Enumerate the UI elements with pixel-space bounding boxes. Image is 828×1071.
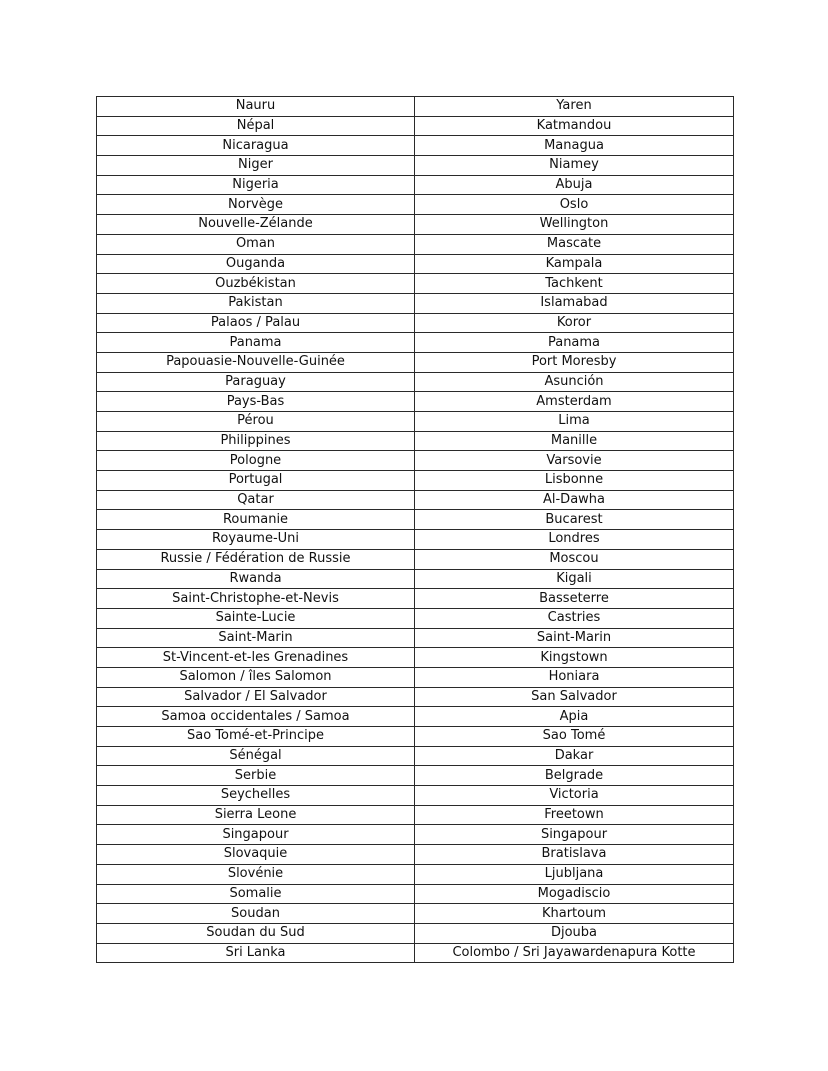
capital-cell: Bucarest — [415, 510, 734, 530]
capital-cell: Colombo / Sri Jayawardenapura Kotte — [415, 943, 734, 963]
country-cell: Soudan — [97, 904, 415, 924]
table-row — [97, 175, 734, 195]
capital-cell: Panama — [415, 333, 734, 353]
capital-cell: Bratislava — [415, 845, 734, 865]
capital-cell: Al-Dawha — [415, 490, 734, 510]
table-row — [97, 628, 734, 648]
table-body — [97, 97, 734, 963]
table-row — [97, 293, 734, 313]
country-cell: Portugal — [97, 471, 415, 491]
country-cell: Seychelles — [97, 786, 415, 806]
country-cell: Niger — [97, 156, 415, 176]
capital-cell: Djouba — [415, 923, 734, 943]
country-cell: Philippines — [97, 431, 415, 451]
capital-cell: Dakar — [415, 746, 734, 766]
capital-cell: Londres — [415, 530, 734, 550]
capital-cell: Wellington — [415, 215, 734, 235]
country-cell: Slovénie — [97, 864, 415, 884]
capital-cell: Yaren — [415, 97, 734, 117]
capital-cell: Moscou — [415, 549, 734, 569]
capital-cell: Varsovie — [415, 451, 734, 471]
country-cell: Samoa occidentales / Samoa — [97, 707, 415, 727]
capital-cell: Koror — [415, 313, 734, 333]
country-cell: Slovaquie — [97, 845, 415, 865]
capital-cell: San Salvador — [415, 687, 734, 707]
table-row — [97, 352, 734, 372]
capital-cell: Sao Tomé — [415, 727, 734, 747]
table-row — [97, 530, 734, 550]
table-row — [97, 569, 734, 589]
table-row — [97, 313, 734, 333]
table-row — [97, 687, 734, 707]
table-row — [97, 471, 734, 491]
table-row — [97, 727, 734, 747]
capital-cell: Apia — [415, 707, 734, 727]
table-row — [97, 234, 734, 254]
capital-cell: Mogadiscio — [415, 884, 734, 904]
capital-cell: Castries — [415, 608, 734, 628]
country-cell: Ouganda — [97, 254, 415, 274]
table-row — [97, 451, 734, 471]
capital-cell: Oslo — [415, 195, 734, 215]
capital-cell: Managua — [415, 136, 734, 156]
capital-cell: Niamey — [415, 156, 734, 176]
country-cell: Nouvelle-Zélande — [97, 215, 415, 235]
capital-cell: Kigali — [415, 569, 734, 589]
country-cell: Roumanie — [97, 510, 415, 530]
country-cell: Sainte-Lucie — [97, 608, 415, 628]
capital-cell: Tachkent — [415, 274, 734, 294]
capital-cell: Belgrade — [415, 766, 734, 786]
capital-cell: Port Moresby — [415, 352, 734, 372]
capital-cell: Asunción — [415, 372, 734, 392]
table-row — [97, 372, 734, 392]
table-row — [97, 431, 734, 451]
table-row — [97, 667, 734, 687]
country-cell: Paraguay — [97, 372, 415, 392]
country-cell: Rwanda — [97, 569, 415, 589]
capital-cell: Islamabad — [415, 293, 734, 313]
table-row — [97, 116, 734, 136]
countries-capitals-table — [96, 96, 734, 963]
capital-cell: Lima — [415, 412, 734, 432]
table-row — [97, 805, 734, 825]
capital-cell: Saint-Marin — [415, 628, 734, 648]
table-row — [97, 884, 734, 904]
country-cell: Sierra Leone — [97, 805, 415, 825]
country-cell: Qatar — [97, 490, 415, 510]
capital-cell: Ljubljana — [415, 864, 734, 884]
table-row — [97, 195, 734, 215]
capital-cell: Abuja — [415, 175, 734, 195]
table-row — [97, 766, 734, 786]
table-row — [97, 490, 734, 510]
country-cell: Sri Lanka — [97, 943, 415, 963]
capital-cell: Victoria — [415, 786, 734, 806]
capital-cell: Singapour — [415, 825, 734, 845]
country-cell: Singapour — [97, 825, 415, 845]
country-cell: Royaume-Uni — [97, 530, 415, 550]
capital-cell: Kampala — [415, 254, 734, 274]
table-row — [97, 943, 734, 963]
table-row — [97, 333, 734, 353]
table-row — [97, 274, 734, 294]
country-cell: Salvador / El Salvador — [97, 687, 415, 707]
capital-cell: Freetown — [415, 805, 734, 825]
capital-cell: Khartoum — [415, 904, 734, 924]
country-cell: Nigeria — [97, 175, 415, 195]
country-cell: Saint-Christophe-et-Nevis — [97, 589, 415, 609]
country-cell: Pologne — [97, 451, 415, 471]
country-cell: Pakistan — [97, 293, 415, 313]
country-cell: Soudan du Sud — [97, 923, 415, 943]
capital-cell: Basseterre — [415, 589, 734, 609]
table-row — [97, 746, 734, 766]
table-row — [97, 904, 734, 924]
table-row — [97, 392, 734, 412]
table-row — [97, 825, 734, 845]
table-row — [97, 608, 734, 628]
country-cell: Oman — [97, 234, 415, 254]
table-row — [97, 156, 734, 176]
capital-cell: Amsterdam — [415, 392, 734, 412]
country-cell: Pérou — [97, 412, 415, 432]
capital-cell: Mascate — [415, 234, 734, 254]
table-row — [97, 786, 734, 806]
country-cell: St-Vincent-et-les Grenadines — [97, 648, 415, 668]
country-cell: Nicaragua — [97, 136, 415, 156]
country-cell: Norvège — [97, 195, 415, 215]
table-row — [97, 254, 734, 274]
country-cell: Salomon / îles Salomon — [97, 667, 415, 687]
country-cell: Russie / Fédération de Russie — [97, 549, 415, 569]
table-row — [97, 549, 734, 569]
country-cell: Sao Tomé-et-Principe — [97, 727, 415, 747]
capital-cell: Kingstown — [415, 648, 734, 668]
capital-cell: Honiara — [415, 667, 734, 687]
capital-cell: Manille — [415, 431, 734, 451]
table-row — [97, 707, 734, 727]
table-row — [97, 923, 734, 943]
country-cell: Somalie — [97, 884, 415, 904]
country-cell: Saint-Marin — [97, 628, 415, 648]
country-cell: Ouzbékistan — [97, 274, 415, 294]
country-cell: Pays-Bas — [97, 392, 415, 412]
table-row — [97, 589, 734, 609]
country-cell: Papouasie-Nouvelle-Guinée — [97, 352, 415, 372]
table-row — [97, 97, 734, 117]
table-row — [97, 136, 734, 156]
country-cell: Sénégal — [97, 746, 415, 766]
capital-cell: Katmandou — [415, 116, 734, 136]
table-row — [97, 648, 734, 668]
capital-cell: Lisbonne — [415, 471, 734, 491]
country-cell: Népal — [97, 116, 415, 136]
table-row — [97, 510, 734, 530]
country-cell: Nauru — [97, 97, 415, 117]
table-row — [97, 215, 734, 235]
table-row — [97, 412, 734, 432]
country-cell: Panama — [97, 333, 415, 353]
table-row — [97, 864, 734, 884]
country-cell: Palaos / Palau — [97, 313, 415, 333]
country-cell: Serbie — [97, 766, 415, 786]
table-row — [97, 845, 734, 865]
